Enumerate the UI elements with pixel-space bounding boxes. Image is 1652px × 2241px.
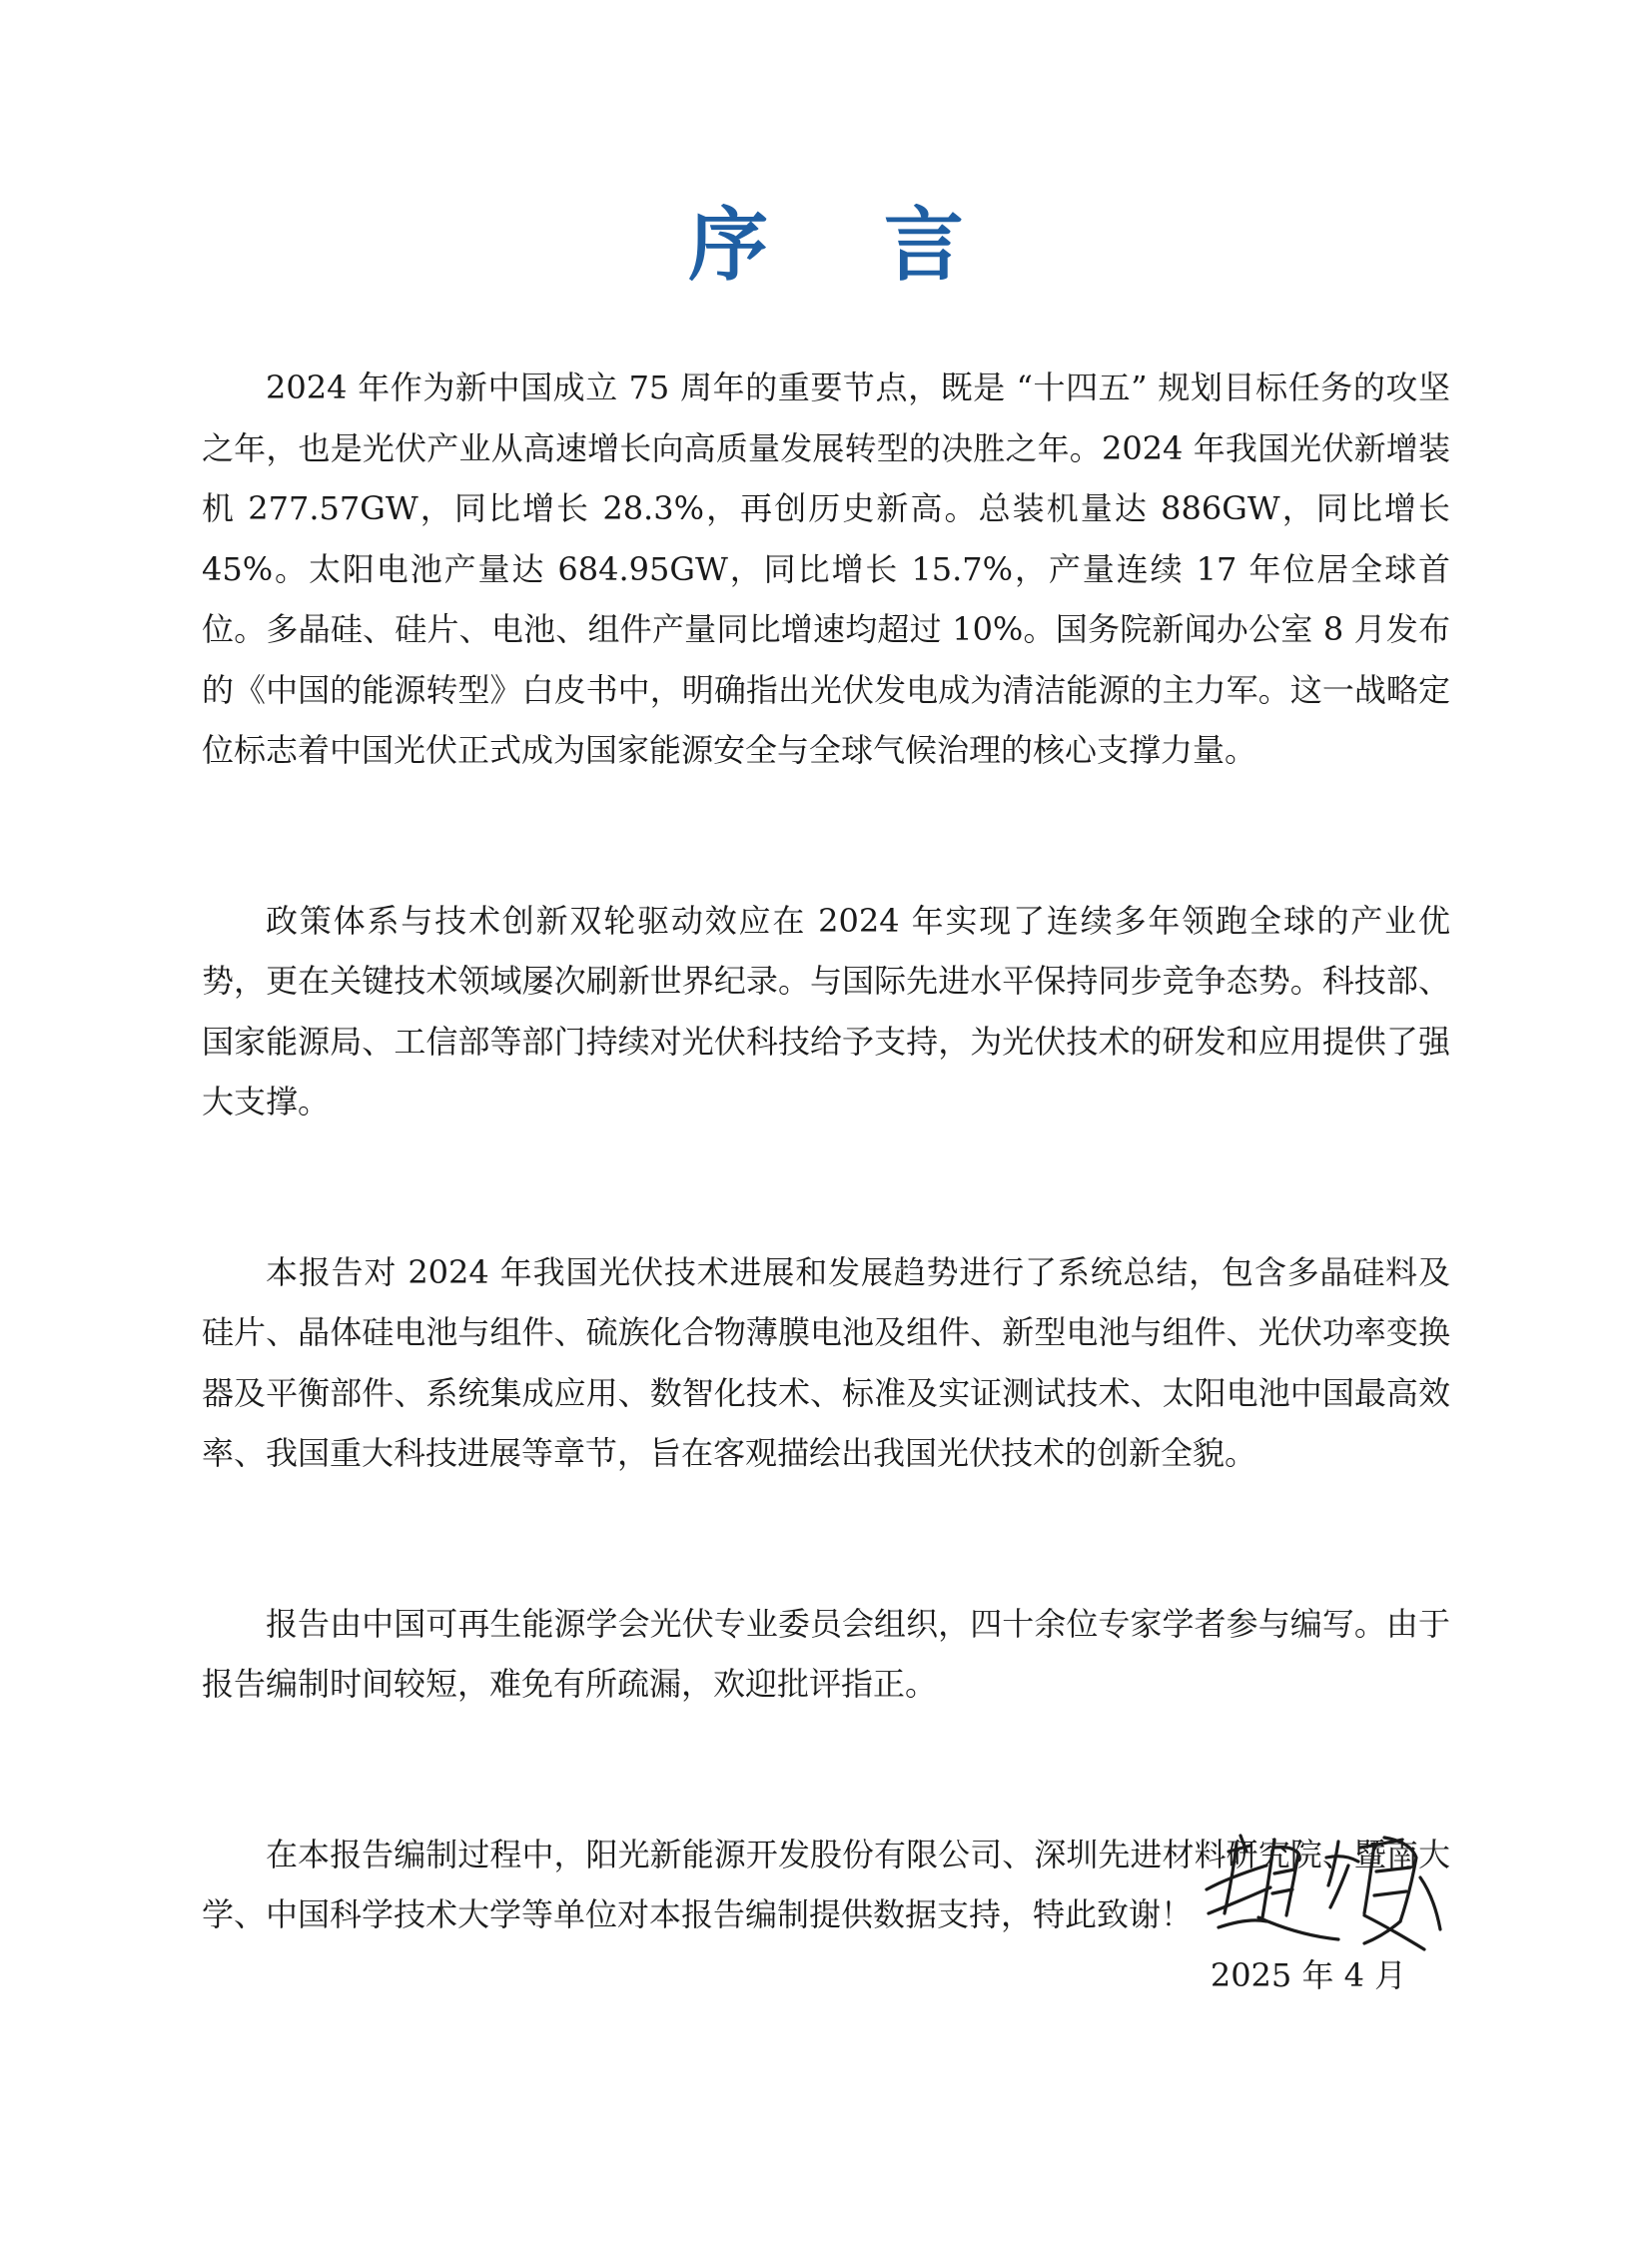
paragraph-3: 本报告对 2024 年我国光伏技术进展和发展趋势进行了系统总结，包含多晶硅料及硅片、晶体硅电池与组件、硫族化合物薄膜电池及组件、新型电池与组件、光伏功率变换器及平衡部件、系统集成应用、数智化技术、标准及实证测试技术、太阳电池中国最高效率、我国重大科技进展等章节，旨在客观描绘出我国光伏技术的创新全貌。 xyxy=(202,1252,1450,1472)
signature-date: 2025 年 4 月 xyxy=(1210,1956,1407,1994)
paragraph-2: 政策体系与技术创新双轮驱动效应在 2024 年实现了连续多年领跑全球的产业优势，更在关键技术领域屡次刷新世界纪录。与国际先进水平保持同步竞争态势。科技部、国家能源局、工信部等部门持续对光伏科技给予支持，为光伏技术的研发和应用提供了强大支撑。 xyxy=(202,901,1450,1120)
paragraph-1: 2024 年作为新中国成立 75 周年的重要节点，既是 “十四五” 规划目标任务的攻坚之年，也是光伏产业从高速增长向高质量发展转型的决胜之年。2024 年我国光伏新增装机 277.57GW，同比增长 28.3%，再创历史新高。总装机量达 886GW，同比增长 45%。太阳电池产量达 684.95GW，同比增长 15.7%，产量连续 17 年位居全球首位。多晶硅、硅片、电池、组件产量同比增速均超过 10%。国务院新闻办公室 8 月发布的《中国的能源转型》白皮书中，明确指出光伏发电成为清洁能源的主力军。这一战略定位标志着中国光伏正式成为国家能源安全与全球气候治理的核心支撑力量。 xyxy=(202,369,1450,769)
preface-body xyxy=(202,358,1450,1945)
handwritten-signature xyxy=(1189,1818,1448,1957)
paragraph-5: 在本报告编制过程中，阳光新能源开发股份有限公司、深圳先进材料研究院、暨南大学、中国科学技术大学等单位对本报告编制提供数据支持，特此致谢！ xyxy=(202,1835,1450,1933)
paragraph-4: 报告由中国可再生能源学会光伏专业委员会组织，四十余位专家学者参与编写。由于报告编制时间较短，难免有所疏漏，欢迎批评指正。 xyxy=(202,1604,1450,1703)
page-title: 序 言 xyxy=(688,199,1008,292)
